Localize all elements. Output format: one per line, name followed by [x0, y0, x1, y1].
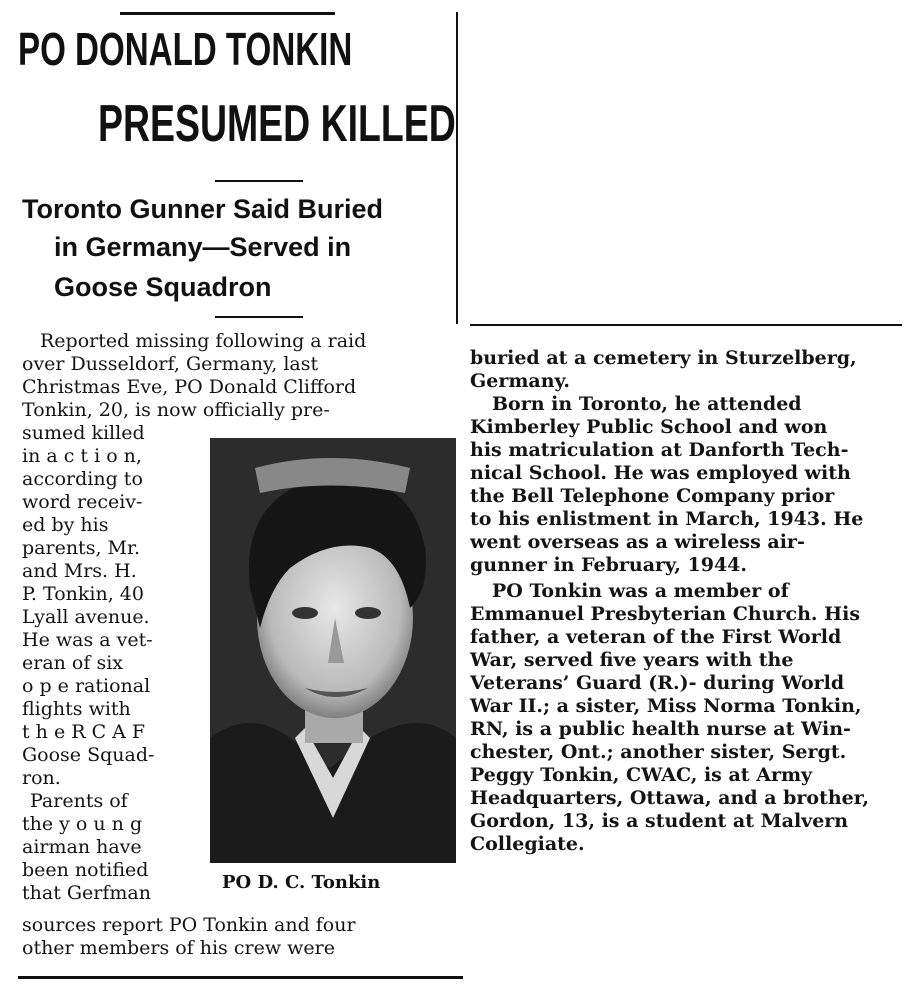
left-line: ron. [22, 767, 61, 789]
column-right-border [456, 12, 458, 324]
right-line: Kimberley Public School and won [470, 416, 828, 438]
left-line: airman have [22, 836, 142, 858]
left-line: Tonkin, 20, is now officially pre- [22, 399, 330, 421]
right-line: War II.; a sister, Miss Norma Tonkin, [470, 695, 862, 717]
right-line: Veterans’ Guard (R.)- during World [470, 672, 845, 694]
right-line: Collegiate. [470, 833, 585, 855]
left-line: according to [22, 468, 143, 490]
right-line: to his enlistment in March, 1943. He [470, 508, 864, 530]
right-column-top-rule [470, 324, 902, 326]
right-line: the Bell Telephone Company prior [470, 485, 835, 507]
portrait-photo [210, 438, 456, 863]
bottom-rule [18, 976, 463, 979]
left-line: in a c t i o n, [22, 445, 142, 467]
right-line: Born in Toronto, he attended [492, 393, 802, 415]
headline-line-2: PRESUMED KILLED [98, 95, 456, 153]
left-line: word receiv- [22, 491, 143, 513]
left-line: Christmas Eve, PO Donald Clifford [22, 376, 357, 398]
subheadline-divider [215, 316, 303, 318]
left-line: been notified [22, 859, 149, 881]
right-line: his matriculation at Danforth Tech- [470, 439, 849, 461]
right-line: War, served five years with the [470, 649, 794, 671]
subheadline-line-1: Toronto Gunner Said Buried [22, 194, 383, 224]
left-line: sumed killed [22, 422, 145, 444]
right-line: chester, Ont.; another sister, Sergt. [470, 741, 847, 763]
left-line: and Mrs. H. [22, 560, 137, 582]
right-line: Germany. [470, 370, 571, 392]
right-line: PO Tonkin was a member of [492, 580, 789, 602]
left-line: over Dusseldorf, Germany, last [22, 353, 319, 375]
left-line: flights with [22, 698, 131, 720]
left-line: He was a vet- [22, 629, 153, 651]
headline-divider [215, 180, 303, 182]
left-line: t h e R C A F [22, 721, 146, 743]
right-line: Peggy Tonkin, CWAC, is at Army [470, 764, 813, 786]
portrait-illustration [210, 438, 456, 863]
headline-line-1: PO DONALD TONKIN [18, 23, 353, 75]
left-line: the y o u n g [22, 813, 143, 835]
subheadline-line-3: Goose Squadron [54, 272, 272, 302]
left-line: o p e rational [22, 675, 151, 697]
photo-caption: PO D. C. Tonkin [222, 872, 381, 893]
right-line: gunner in February, 1944. [470, 554, 748, 576]
left-line: P. Tonkin, 40 [22, 583, 144, 605]
left-line: Parents of [30, 790, 128, 812]
right-line: Gordon, 13, is a student at Malvern [470, 810, 849, 832]
top-rule [120, 12, 335, 15]
left-line: Lyall avenue. [22, 606, 150, 628]
right-line: nical School. He was employed with [470, 462, 851, 484]
left-line: Goose Squad- [22, 744, 155, 766]
left-line: Reported missing following a raid [40, 330, 367, 352]
right-line: Headquarters, Ottawa, and a brother, [470, 787, 870, 809]
left-line: sources report PO Tonkin and four [22, 914, 356, 936]
left-line: parents, Mr. [22, 537, 141, 559]
right-line: RN, is a public health nurse at Win- [470, 718, 851, 740]
subheadline-line-2: in Germany—Served in [54, 232, 352, 262]
right-line: buried at a cemetery in Sturzelberg, [470, 347, 857, 369]
left-line: ed by his [22, 514, 109, 536]
right-line: went overseas as a wireless air- [470, 531, 805, 553]
left-line: other members of his crew were [22, 937, 335, 959]
right-line: Emmanuel Presbyterian Church. His [470, 603, 861, 625]
right-line: father, a veteran of the First World [470, 626, 842, 648]
left-line: that Gerfman [22, 882, 151, 904]
left-line: eran of six [22, 652, 123, 674]
